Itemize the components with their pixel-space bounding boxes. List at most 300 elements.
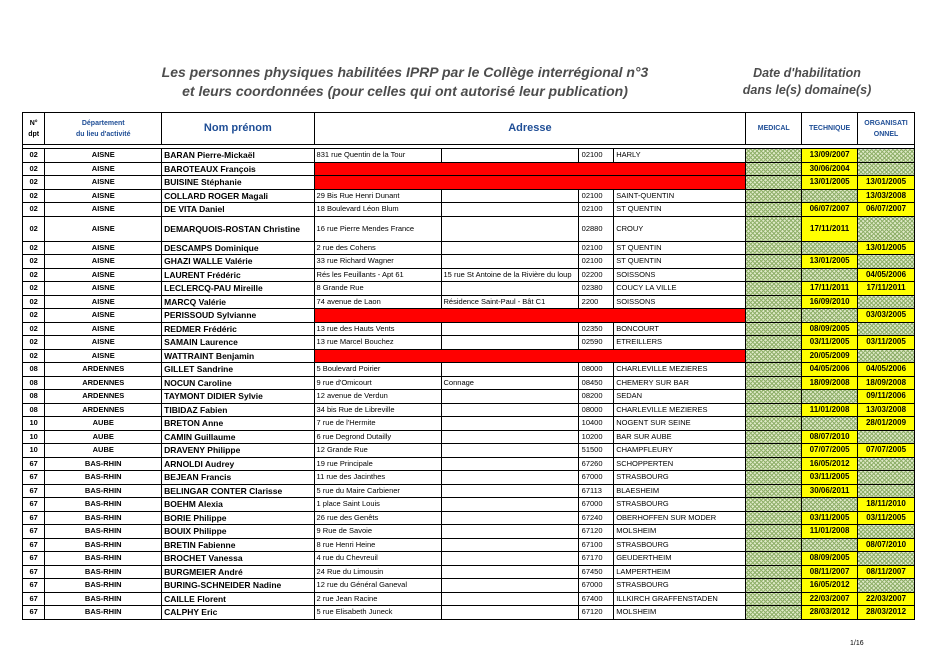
- cell-city: BLAESHEIM: [614, 484, 746, 498]
- cell-organisationnel: [858, 552, 915, 566]
- cell-postcode: 02100: [578, 203, 614, 217]
- cell-address-2: [441, 255, 578, 269]
- cell-technique: 30/06/2004: [802, 162, 858, 176]
- cell-name: CAMIN Guillaume: [162, 430, 314, 444]
- document-title: [90, 63, 720, 101]
- table-row: [23, 309, 915, 323]
- col-header-address: Adresse: [314, 113, 746, 145]
- cell-postcode: 02200: [578, 268, 614, 282]
- cell-dpt: 02: [23, 268, 45, 282]
- cell-department: AISNE: [45, 322, 162, 336]
- cell-address-1: 16 rue Pierre Mendes France: [314, 216, 441, 241]
- cell-medical: [746, 471, 802, 485]
- cell-organisationnel: 22/03/2007: [858, 592, 915, 606]
- table-row: [23, 606, 915, 620]
- cell-medical: [746, 149, 802, 163]
- cell-department: AISNE: [45, 268, 162, 282]
- cell-postcode: 02100: [578, 189, 614, 203]
- date-header-line-2: dans le(s) domaine(s): [742, 83, 872, 97]
- cell-organisationnel: [858, 430, 915, 444]
- cell-organisationnel: 28/03/2012: [858, 606, 915, 620]
- cell-address-1: 74 avenue de Laon: [314, 295, 441, 309]
- cell-city: STRASBOURG: [614, 538, 746, 552]
- cell-organisationnel: [858, 457, 915, 471]
- cell-dpt: 02: [23, 255, 45, 269]
- cell-technique: 08/07/2010: [802, 430, 858, 444]
- cell-address-1: 2 rue des Cohens: [314, 241, 441, 255]
- cell-name: CAILLE Florent: [162, 592, 314, 606]
- cell-medical: [746, 525, 802, 539]
- cell-city: HARLY: [614, 149, 746, 163]
- cell-dpt: 02: [23, 149, 45, 163]
- cell-technique: 16/05/2012: [802, 457, 858, 471]
- cell-technique: 18/09/2008: [802, 376, 858, 390]
- cell-dpt: 67: [23, 579, 45, 593]
- cell-address-2: [441, 538, 578, 552]
- cell-technique: 06/07/2007: [802, 203, 858, 217]
- table-row: [23, 511, 915, 525]
- cell-name: GHAZI WALLE Valérie: [162, 255, 314, 269]
- cell-medical: [746, 176, 802, 190]
- cell-city: SCHOPPERTEN: [614, 457, 746, 471]
- col-header-medical: MEDICAL: [746, 113, 802, 145]
- cell-city: STRASBOURG: [614, 498, 746, 512]
- cell-postcode: 08000: [578, 363, 614, 377]
- cell-address-hidden: [314, 176, 746, 190]
- cell-address-1: 1 place Saint Louis: [314, 498, 441, 512]
- col-header-technique: TECHNIQUE: [802, 113, 858, 145]
- cell-address-1: 4 rue du Chevreuil: [314, 552, 441, 566]
- cell-organisationnel: [858, 349, 915, 363]
- table-row: [23, 403, 915, 417]
- page-number: 1/16: [850, 640, 864, 647]
- cell-department: BAS-RHIN: [45, 552, 162, 566]
- cell-organisationnel: [858, 525, 915, 539]
- cell-postcode: 2200: [578, 295, 614, 309]
- cell-city: ETREILLERS: [614, 336, 746, 350]
- cell-medical: [746, 457, 802, 471]
- cell-postcode: 08000: [578, 403, 614, 417]
- cell-technique: 13/01/2005: [802, 255, 858, 269]
- cell-department: AISNE: [45, 309, 162, 323]
- cell-name: BARAN Pierre-Mickaël: [162, 149, 314, 163]
- cell-address-2: [441, 363, 578, 377]
- cell-postcode: 67120: [578, 606, 614, 620]
- cell-name: DEMARQUOIS-ROSTAN Christine: [162, 216, 314, 241]
- cell-address-2: [441, 430, 578, 444]
- cell-name: BROCHET Vanessa: [162, 552, 314, 566]
- cell-address-1: 24 Rue du Limousin: [314, 565, 441, 579]
- cell-medical: [746, 203, 802, 217]
- cell-address-2: [441, 203, 578, 217]
- cell-department: BAS-RHIN: [45, 579, 162, 593]
- cell-postcode: 10400: [578, 417, 614, 431]
- cell-technique: 03/11/2005: [802, 336, 858, 350]
- table-row: [23, 525, 915, 539]
- cell-postcode: 67113: [578, 484, 614, 498]
- cell-dpt: 67: [23, 606, 45, 620]
- col-header-department: Département du lieu d'activité: [45, 113, 162, 145]
- col-header-organisationnel: ORGANISATI ONNEL: [858, 113, 915, 145]
- cell-postcode: 02380: [578, 282, 614, 296]
- cell-city: ST QUENTIN: [614, 203, 746, 217]
- cell-address-2: [441, 565, 578, 579]
- cell-address-1: 29 Bis Rue Henri Dunant: [314, 189, 441, 203]
- cell-technique: 28/03/2012: [802, 606, 858, 620]
- cell-city: BONCOURT: [614, 322, 746, 336]
- cell-organisationnel: [858, 149, 915, 163]
- cell-name: DE VITA Daniel: [162, 203, 314, 217]
- cell-address-2: [441, 498, 578, 512]
- table-row: [23, 498, 915, 512]
- cell-address-2: [441, 241, 578, 255]
- cell-organisationnel: 18/09/2008: [858, 376, 915, 390]
- cell-dpt: 02: [23, 216, 45, 241]
- cell-technique: 04/05/2006: [802, 363, 858, 377]
- cell-address-2: [441, 606, 578, 620]
- cell-name: BUISINE Stéphanie: [162, 176, 314, 190]
- cell-address-1: 33 rue Richard Wagner: [314, 255, 441, 269]
- cell-postcode: 67400: [578, 592, 614, 606]
- cell-dpt: 02: [23, 336, 45, 350]
- col-header-dpt: N° dpt: [23, 113, 45, 145]
- cell-medical: [746, 390, 802, 404]
- cell-address-1: 19 rue Principale: [314, 457, 441, 471]
- cell-address-2: [441, 216, 578, 241]
- cell-organisationnel: [858, 471, 915, 485]
- cell-address-1: Rés les Feuillants - Apt 61: [314, 268, 441, 282]
- cell-medical: [746, 309, 802, 323]
- cell-address-2: [441, 525, 578, 539]
- cell-address-2: [441, 511, 578, 525]
- cell-dpt: 67: [23, 511, 45, 525]
- cell-department: BAS-RHIN: [45, 525, 162, 539]
- table-row: [23, 203, 915, 217]
- cell-dpt: 10: [23, 430, 45, 444]
- table-row: [23, 336, 915, 350]
- cell-name: NOCUN Caroline: [162, 376, 314, 390]
- table-row: [23, 241, 915, 255]
- cell-address-2: [441, 579, 578, 593]
- cell-city: MOLSHEIM: [614, 606, 746, 620]
- cell-name: DESCAMPS Dominique: [162, 241, 314, 255]
- cell-postcode: 67000: [578, 498, 614, 512]
- cell-organisationnel: [858, 216, 915, 241]
- cell-dpt: 67: [23, 498, 45, 512]
- cell-technique: 08/09/2005: [802, 552, 858, 566]
- table-row: [23, 255, 915, 269]
- cell-name: TAYMONT DIDIER Sylvie: [162, 390, 314, 404]
- cell-technique: [802, 189, 858, 203]
- cell-address-2: [441, 592, 578, 606]
- cell-medical: [746, 268, 802, 282]
- cell-city: COUCY LA VILLE: [614, 282, 746, 296]
- cell-address-2: [441, 322, 578, 336]
- cell-dpt: 08: [23, 363, 45, 377]
- cell-name: WATTRAINT Benjamin: [162, 349, 314, 363]
- table-row: [23, 417, 915, 431]
- cell-department: AUBE: [45, 444, 162, 458]
- cell-dpt: 67: [23, 484, 45, 498]
- cell-technique: 17/11/2011: [802, 282, 858, 296]
- cell-address-1: 34 bis Rue de Libreville: [314, 403, 441, 417]
- cell-technique: 13/09/2007: [802, 149, 858, 163]
- cell-name: LAURENT Frédéric: [162, 268, 314, 282]
- cell-organisationnel: 03/03/2005: [858, 309, 915, 323]
- cell-address-1: 13 rue des Hauts Vents: [314, 322, 441, 336]
- cell-dpt: 02: [23, 162, 45, 176]
- cell-department: AISNE: [45, 295, 162, 309]
- table-row: [23, 162, 915, 176]
- cell-medical: [746, 511, 802, 525]
- cell-address-1: 6 rue Degrond Dutailly: [314, 430, 441, 444]
- cell-name: SAMAIN Laurence: [162, 336, 314, 350]
- cell-address-1: 12 avenue de Verdun: [314, 390, 441, 404]
- cell-organisationnel: 13/03/2008: [858, 403, 915, 417]
- cell-name: BURING-SCHNEIDER Nadine: [162, 579, 314, 593]
- cell-department: BAS-RHIN: [45, 538, 162, 552]
- cell-organisationnel: [858, 295, 915, 309]
- cell-address-2: [441, 336, 578, 350]
- cell-department: AISNE: [45, 336, 162, 350]
- cell-medical: [746, 349, 802, 363]
- table-row: [23, 363, 915, 377]
- cell-medical: [746, 376, 802, 390]
- cell-address-1: 11 rue des Jacinthes: [314, 471, 441, 485]
- cell-address-1: 9 Rue de Savoie: [314, 525, 441, 539]
- cell-medical: [746, 606, 802, 620]
- cell-medical: [746, 565, 802, 579]
- cell-dpt: 67: [23, 552, 45, 566]
- table-row: [23, 444, 915, 458]
- cell-medical: [746, 498, 802, 512]
- cell-dpt: 67: [23, 565, 45, 579]
- table-row: [23, 268, 915, 282]
- cell-name: BEJEAN Francis: [162, 471, 314, 485]
- cell-postcode: 67000: [578, 471, 614, 485]
- cell-organisationnel: [858, 255, 915, 269]
- cell-organisationnel: [858, 484, 915, 498]
- cell-technique: 03/11/2005: [802, 471, 858, 485]
- cell-technique: [802, 309, 858, 323]
- cell-address-1: 831 rue Quentin de la Tour: [314, 149, 441, 163]
- cell-dpt: 02: [23, 203, 45, 217]
- table-row: [23, 471, 915, 485]
- cell-postcode: 67000: [578, 579, 614, 593]
- cell-address-hidden: [314, 349, 746, 363]
- cell-city: NOGENT SUR SEINE: [614, 417, 746, 431]
- table-row: [23, 565, 915, 579]
- cell-organisationnel: 03/11/2005: [858, 336, 915, 350]
- cell-department: ARDENNES: [45, 376, 162, 390]
- cell-dpt: 02: [23, 241, 45, 255]
- cell-organisationnel: 18/11/2010: [858, 498, 915, 512]
- cell-city: STRASBOURG: [614, 579, 746, 593]
- date-header: [732, 65, 882, 99]
- cell-organisationnel: [858, 162, 915, 176]
- table-header-row: [23, 113, 915, 145]
- cell-name: BORIE Philippe: [162, 511, 314, 525]
- cell-medical: [746, 363, 802, 377]
- cell-name: GILLET Sandrine: [162, 363, 314, 377]
- cell-address-hidden: [314, 162, 746, 176]
- cell-postcode: 51500: [578, 444, 614, 458]
- cell-city: ILLKIRCH GRAFFENSTADEN: [614, 592, 746, 606]
- cell-organisationnel: 04/05/2006: [858, 268, 915, 282]
- cell-address-2: [441, 403, 578, 417]
- cell-medical: [746, 322, 802, 336]
- cell-address-2: [441, 471, 578, 485]
- cell-dpt: 67: [23, 592, 45, 606]
- cell-medical: [746, 241, 802, 255]
- cell-address-2: [441, 417, 578, 431]
- table-row: [23, 282, 915, 296]
- cell-technique: 11/01/2008: [802, 525, 858, 539]
- cell-city: CHEMERY SUR BAR: [614, 376, 746, 390]
- cell-medical: [746, 216, 802, 241]
- cell-organisationnel: 17/11/2011: [858, 282, 915, 296]
- cell-dpt: 10: [23, 417, 45, 431]
- cell-address-1: 2 rue Jean Racine: [314, 592, 441, 606]
- cell-address-1: 9 rue d'Omicourt: [314, 376, 441, 390]
- cell-postcode: 67170: [578, 552, 614, 566]
- cell-dpt: 10: [23, 444, 45, 458]
- cell-address-2: [441, 457, 578, 471]
- cell-dpt: 67: [23, 538, 45, 552]
- cell-medical: [746, 444, 802, 458]
- cell-department: AUBE: [45, 430, 162, 444]
- cell-department: AISNE: [45, 203, 162, 217]
- cell-address-2: [441, 552, 578, 566]
- table-row: [23, 457, 915, 471]
- table-row: [23, 322, 915, 336]
- cell-name: MARCQ Valérie: [162, 295, 314, 309]
- cell-medical: [746, 189, 802, 203]
- cell-department: AISNE: [45, 162, 162, 176]
- cell-organisationnel: 28/01/2009: [858, 417, 915, 431]
- cell-name: BURGMEIER André: [162, 565, 314, 579]
- cell-city: GEUDERTHEIM: [614, 552, 746, 566]
- cell-city: OBERHOFFEN SUR MODER: [614, 511, 746, 525]
- title-line-1: Les personnes physiques habilitées IPRP par le Collège interrégional n°3: [161, 64, 649, 80]
- cell-name: BOUIX Philippe: [162, 525, 314, 539]
- cell-dpt: 02: [23, 309, 45, 323]
- date-header-line-1: Date d'habilitation: [753, 66, 861, 80]
- cell-city: SAINT-QUENTIN: [614, 189, 746, 203]
- cell-technique: [802, 241, 858, 255]
- cell-department: AISNE: [45, 189, 162, 203]
- cell-organisationnel: 08/07/2010: [858, 538, 915, 552]
- cell-department: AUBE: [45, 417, 162, 431]
- cell-address-hidden: [314, 309, 746, 323]
- cell-name: COLLARD ROGER Magali: [162, 189, 314, 203]
- cell-address-1: 7 rue de l'Hermite: [314, 417, 441, 431]
- cell-city: BAR SUR AUBE: [614, 430, 746, 444]
- cell-organisationnel: 13/03/2008: [858, 189, 915, 203]
- title-line-2: et leurs coordonnées (pour celles qui ont autorisé leur publication): [182, 83, 628, 99]
- cell-organisationnel: 13/01/2005: [858, 176, 915, 190]
- cell-name: PERISSOUD Sylvianne: [162, 309, 314, 323]
- cell-department: ARDENNES: [45, 403, 162, 417]
- cell-address-2: [441, 189, 578, 203]
- cell-medical: [746, 430, 802, 444]
- cell-department: AISNE: [45, 216, 162, 241]
- table-row: [23, 592, 915, 606]
- cell-technique: 07/07/2005: [802, 444, 858, 458]
- cell-department: BAS-RHIN: [45, 457, 162, 471]
- cell-address-2: [441, 484, 578, 498]
- cell-postcode: 67450: [578, 565, 614, 579]
- cell-city: CHARLEVILLE MEZIERES: [614, 363, 746, 377]
- cell-dpt: 02: [23, 349, 45, 363]
- table-row: [23, 349, 915, 363]
- cell-organisationnel: 04/05/2006: [858, 363, 915, 377]
- cell-technique: [802, 390, 858, 404]
- cell-postcode: 08200: [578, 390, 614, 404]
- cell-technique: 08/09/2005: [802, 322, 858, 336]
- cell-department: AISNE: [45, 176, 162, 190]
- cell-department: AISNE: [45, 282, 162, 296]
- cell-city: ST QUENTIN: [614, 241, 746, 255]
- table-row: [23, 376, 915, 390]
- cell-department: BAS-RHIN: [45, 471, 162, 485]
- table-row: [23, 295, 915, 309]
- cell-address-1: 12 rue du Général Ganeval: [314, 579, 441, 593]
- col-header-name: Nom prénom: [162, 113, 314, 145]
- cell-postcode: 02590: [578, 336, 614, 350]
- cell-postcode: 02880: [578, 216, 614, 241]
- cell-address-2: [441, 282, 578, 296]
- cell-name: ARNOLDI Audrey: [162, 457, 314, 471]
- cell-technique: [802, 268, 858, 282]
- cell-technique: 20/05/2009: [802, 349, 858, 363]
- cell-organisationnel: 08/11/2007: [858, 565, 915, 579]
- cell-address-1: 5 rue Elisabeth Juneck: [314, 606, 441, 620]
- table-row: [23, 176, 915, 190]
- cell-city: SEDAN: [614, 390, 746, 404]
- cell-dpt: 02: [23, 176, 45, 190]
- cell-organisationnel: 09/11/2006: [858, 390, 915, 404]
- cell-name: CALPHY Eric: [162, 606, 314, 620]
- cell-postcode: 67100: [578, 538, 614, 552]
- cell-city: SOISSONS: [614, 268, 746, 282]
- cell-dpt: 67: [23, 471, 45, 485]
- cell-postcode: 67120: [578, 525, 614, 539]
- cell-address-1: 8 rue Henri Heine: [314, 538, 441, 552]
- cell-dpt: 08: [23, 403, 45, 417]
- cell-medical: [746, 579, 802, 593]
- cell-department: AISNE: [45, 349, 162, 363]
- cell-postcode: 02100: [578, 149, 614, 163]
- cell-address-1: 26 rue des Genêts: [314, 511, 441, 525]
- cell-city: CHARLEVILLE MEZIERES: [614, 403, 746, 417]
- cell-department: BAS-RHIN: [45, 511, 162, 525]
- cell-postcode: 10200: [578, 430, 614, 444]
- cell-dpt: 02: [23, 295, 45, 309]
- cell-technique: 08/11/2007: [802, 565, 858, 579]
- cell-department: AISNE: [45, 255, 162, 269]
- cell-address-1: 13 rue Marcel Bouchez: [314, 336, 441, 350]
- cell-address-1: 8 Grande Rue: [314, 282, 441, 296]
- cell-medical: [746, 552, 802, 566]
- table-row: [23, 390, 915, 404]
- cell-name: REDMER Frédéric: [162, 322, 314, 336]
- cell-organisationnel: 13/01/2005: [858, 241, 915, 255]
- cell-address-2: Résidence Saint-Paul - Bât C1: [441, 295, 578, 309]
- cell-address-2: 15 rue St Antoine de la Rivière du loup: [441, 268, 578, 282]
- cell-technique: 16/05/2012: [802, 579, 858, 593]
- cell-name: LECLERCQ-PAU Mireille: [162, 282, 314, 296]
